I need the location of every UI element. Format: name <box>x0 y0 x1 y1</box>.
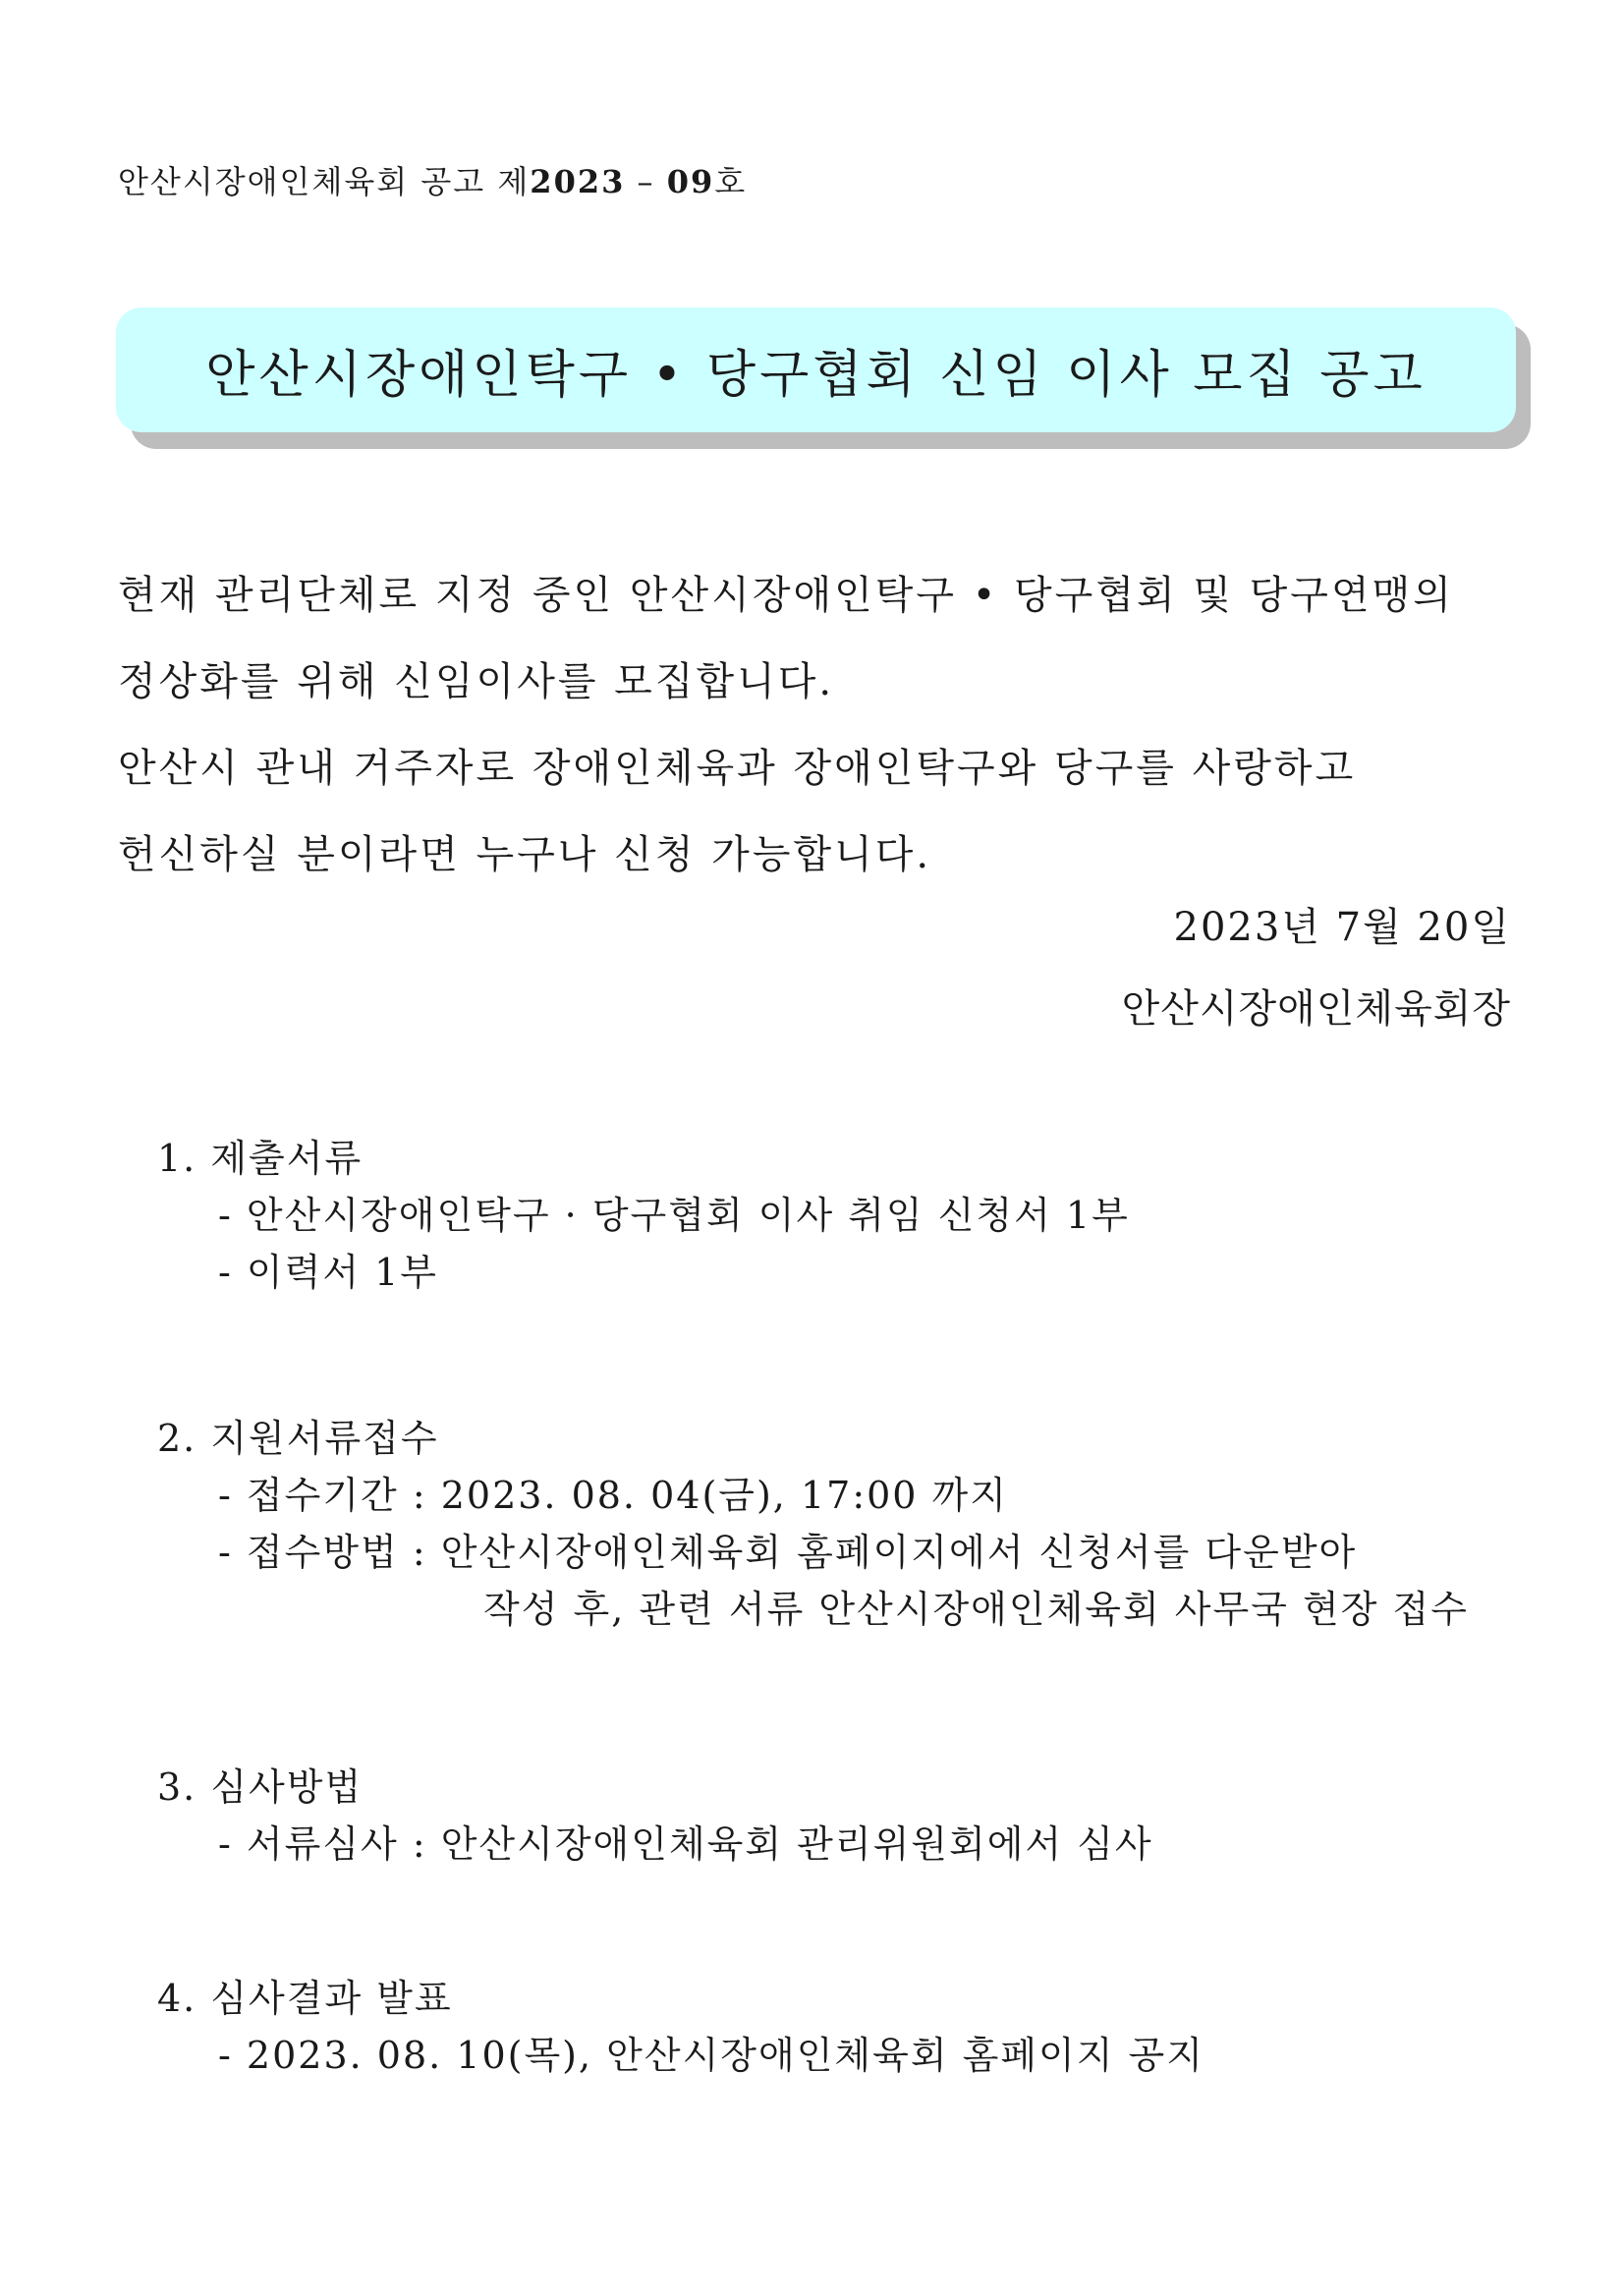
intro-line: 현재 관리단체로 지정 중인 안산시장애인탁구 • 당구협회 및 당구연맹의 <box>118 573 1454 618</box>
section-heading: 1. 제출서류 <box>157 1137 364 1180</box>
section-item: - 이력서 1부 <box>218 1251 439 1294</box>
intro-line: 헌신하실 분이라면 누구나 신청 가능합니다. <box>118 832 932 877</box>
notice-separator: – <box>625 163 667 200</box>
section-item-continuation: 작성 후, 관련 서류 안산시장애인체육회 사무국 현장 접수 <box>483 1588 1469 1631</box>
section-item: - 2023. 08. 10(목), 안산시장애인체육회 홈페이지 공지 <box>218 2034 1204 2077</box>
page-title: 안산시장애인탁구 • 당구협회 신임 이사 모집 공고 <box>205 346 1427 405</box>
section-item: - 접수기간 : 2023. 08. 04(금), 17:00 까지 <box>218 1474 1008 1517</box>
section-heading: 3. 심사방법 <box>157 1765 364 1809</box>
section-heading: 4. 심사결과 발표 <box>157 1977 453 2020</box>
section-heading: 2. 지원서류접수 <box>157 1417 439 1460</box>
intro-line: 정상화를 위해 신임이사를 모집합니다. <box>118 659 835 704</box>
notice-date: 2023년 7월 20일 <box>1173 905 1511 950</box>
section-item: - 서류심사 : 안산시장애인체육회 관리위원회에서 심사 <box>218 1822 1153 1866</box>
section-result-announcement <box>157 1970 1204 2084</box>
section-item: - 안산시장애인탁구 · 당구협회 이사 취임 신청서 1부 <box>218 1194 1130 1237</box>
notice-year: 2023 <box>530 163 626 200</box>
notice-num: 09 <box>666 163 715 200</box>
section-review-method <box>157 1759 1153 1873</box>
section-application <box>157 1410 1469 1638</box>
section-documents <box>157 1130 1130 1301</box>
notice-number <box>118 157 747 202</box>
title-box <box>116 308 1516 432</box>
intro-paragraph <box>118 552 1513 898</box>
notice-prefix: 안산시장애인체육회 공고 제 <box>118 163 531 200</box>
section-item: - 접수방법 : 안산시장애인체육회 홈페이지에서 신청서를 다운받아 <box>218 1531 1358 1574</box>
notice-suffix: 호 <box>714 163 748 200</box>
intro-line: 안산시 관내 거주자로 장애인체육과 장애인탁구와 당구를 사랑하고 <box>118 746 1357 791</box>
signer: 안산시장애인체육회장 <box>1121 986 1511 1032</box>
